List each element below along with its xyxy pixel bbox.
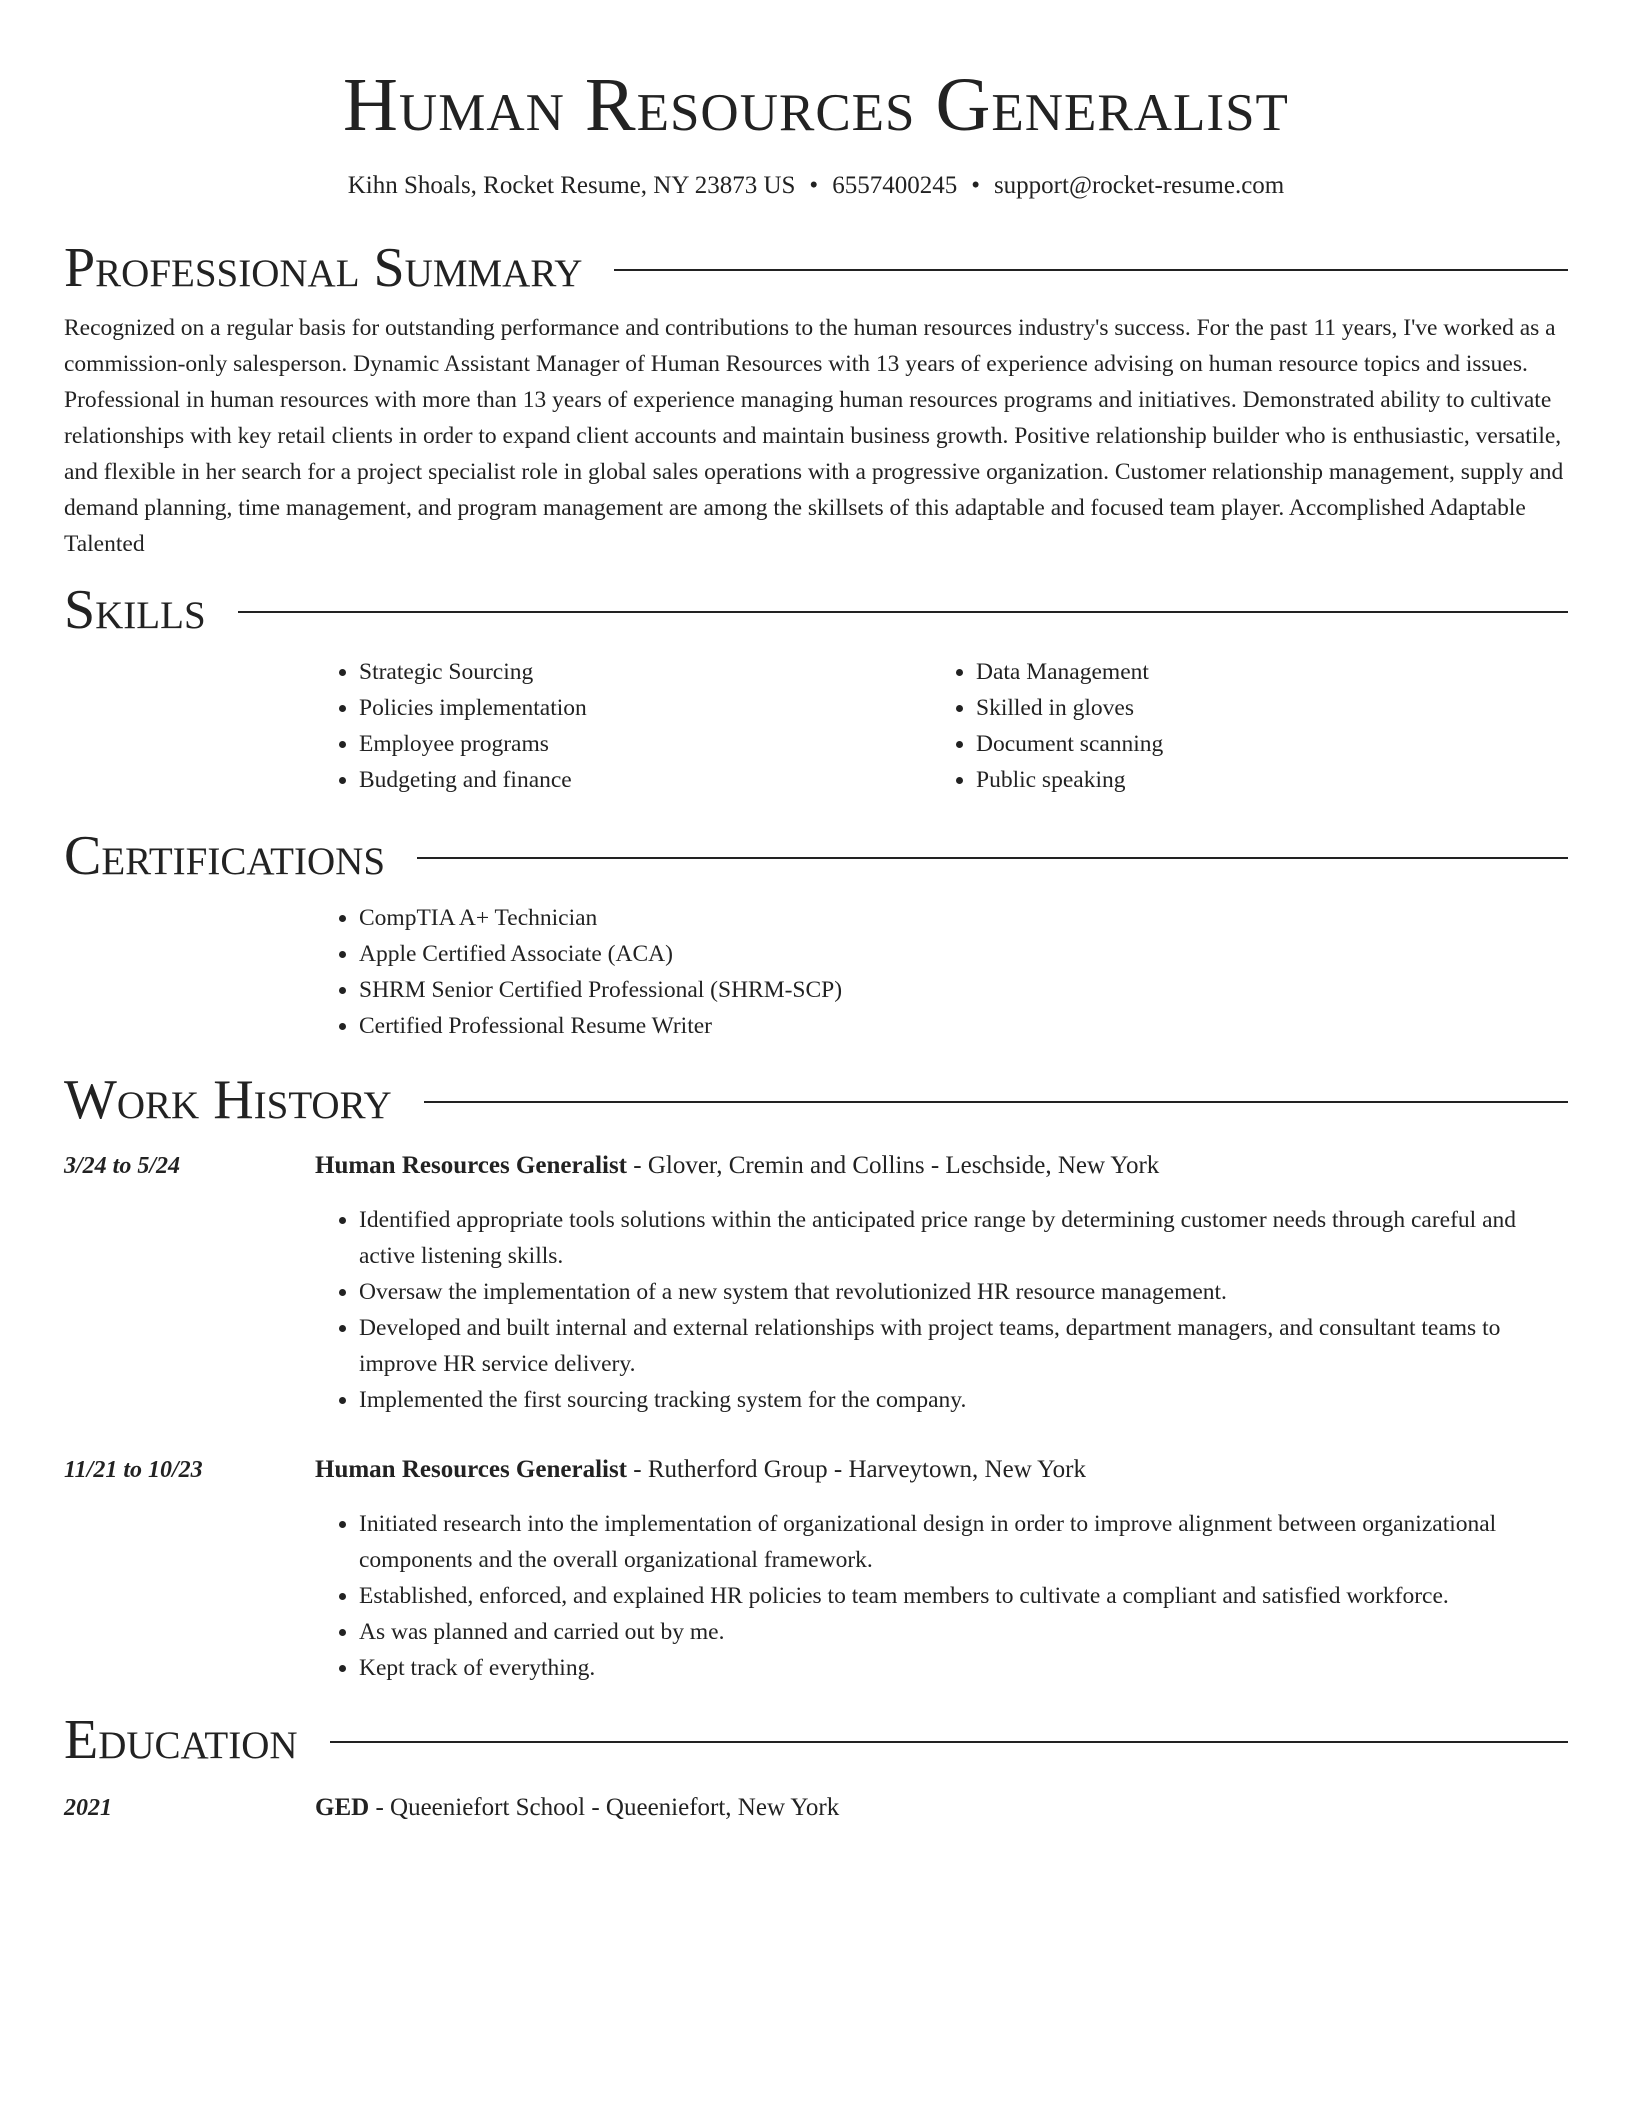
- education-school: - Queeniefort School - Queeniefort, New York: [369, 1794, 840, 1821]
- education-year: 2021: [64, 1795, 112, 1821]
- work-section-title: Work History: [64, 1069, 392, 1131]
- skill-item: • Document scanning: [976, 726, 1549, 762]
- job-entry: [64, 1452, 1568, 1686]
- skill-item: • Strategic Sourcing: [359, 654, 932, 690]
- job-dates: 3/24 to 5/24: [64, 1153, 181, 1179]
- section-divider: [614, 269, 1568, 271]
- job-bullets: [315, 1506, 1568, 1686]
- contact-address: Kihn Shoals, Rocket Resume, NY 23873 US: [347, 172, 796, 199]
- contact-separator: •: [809, 172, 819, 199]
- contact-line: [64, 170, 1568, 202]
- resume-page: [64, 0, 1568, 1826]
- job-bullet: • Identified appropriate tools solutions within the anticipated price range by determining customer needs through careful and active listening skills.: [359, 1202, 1568, 1274]
- contact-email: support@rocket-resume.com: [993, 172, 1285, 199]
- skills-section-header: [64, 578, 1568, 642]
- summary-text: Recognized on a regular basis for outstanding performance and contributions to the human resources industry's success. For the past 11 years, I've worked as a commission-only salesperson. Dynamic Assistant Manager of Human Resources with 13 years of experience advising on human resource topics and issues. Professional in human resources with more than 13 years of experience managing human resources programs and initiatives. Demonstrated ability to cultivate relationships with key retail clients in order to expand client accounts and maintain business growth. Positive relationship builder who is enthusiastic, versatile, and flexible in her search for a project specialist role in global sales operations with a progressive organization. Customer relationship management, supply and demand planning, time management, and program management are among the skillsets of this adaptable and focused team player. Accomplished Adaptable Talented: [64, 315, 1564, 557]
- job-role: Human Resources Generalist: [315, 1456, 628, 1483]
- section-divider: [330, 1741, 1568, 1743]
- education-title-line: [315, 1790, 1568, 1826]
- job-company: - Rutherford Group - Harveytown, New York: [627, 1456, 1086, 1483]
- education-degree: GED: [315, 1794, 370, 1821]
- education-content: [315, 1790, 1568, 1826]
- job-role: Human Resources Generalist: [315, 1152, 628, 1179]
- certification-item: • Apple Certified Associate (ACA): [359, 936, 1568, 972]
- summary-section-header: [64, 236, 1568, 300]
- skill-item: • Public speaking: [976, 762, 1549, 798]
- section-divider: [238, 611, 1568, 613]
- job-bullet: • As was planned and carried out by me.: [359, 1614, 1568, 1650]
- job-dates: 11/21 to 10/23: [64, 1457, 203, 1483]
- job-content: [315, 1452, 1568, 1686]
- section-divider: [417, 857, 1568, 859]
- certification-item: • CompTIA A+ Technician: [359, 900, 1568, 936]
- job-bullet: • Implemented the first sourcing tracking system for the company.: [359, 1382, 1568, 1418]
- job-title-line: [315, 1452, 1568, 1488]
- education-entry: [64, 1790, 1568, 1826]
- work-section-header: [64, 1068, 1568, 1132]
- certifications-section-title: Certifications: [64, 825, 386, 887]
- skills-column-left: [315, 654, 932, 798]
- contact-phone: 6557400245: [832, 172, 958, 199]
- certification-item: • SHRM Senior Certified Professional (SHRM-SCP): [359, 972, 1568, 1008]
- summary-section-title: Professional Summary: [64, 237, 583, 299]
- skill-item: • Data Management: [976, 654, 1549, 690]
- skills-list-right: [932, 654, 1549, 798]
- resume-name: Human Resources Generalist: [343, 63, 1289, 147]
- skill-item: • Policies implementation: [359, 690, 932, 726]
- certifications-block: [315, 900, 1568, 1044]
- skills-grid: [315, 654, 1568, 798]
- skill-item: • Budgeting and finance: [359, 762, 932, 798]
- education-section-title: Education: [64, 1709, 298, 1771]
- job-bullet: • Developed and built internal and external relationships with project teams, department managers, and consultant teams to improve HR service delivery.: [359, 1310, 1568, 1382]
- job-bullet: • Kept track of everything.: [359, 1650, 1568, 1686]
- job-bullet: • Oversaw the implementation of a new system that revolutionized HR resource management.: [359, 1274, 1568, 1310]
- certifications-list: [315, 900, 1568, 1044]
- job-bullet: • Established, enforced, and explained HR policies to team members to cultivate a compliant and satisfied workforce.: [359, 1578, 1568, 1614]
- skills-list-left: [315, 654, 932, 798]
- job-bullet: • Initiated research into the implementation of organizational design in order to improve alignment between organizational components and the overall organizational framework.: [359, 1506, 1568, 1578]
- certification-item: • Certified Professional Resume Writer: [359, 1008, 1568, 1044]
- job-bullets: [315, 1202, 1568, 1418]
- skills-section-title: Skills: [64, 579, 206, 641]
- skill-item: • Employee programs: [359, 726, 932, 762]
- job-content: [315, 1148, 1568, 1418]
- skill-item: • Skilled in gloves: [976, 690, 1549, 726]
- education-section-header: [64, 1708, 1568, 1772]
- contact-separator: •: [971, 172, 980, 199]
- job-entry: [64, 1148, 1568, 1418]
- job-company: - Glover, Cremin and Collins - Leschside, New York: [627, 1152, 1160, 1179]
- certifications-section-header: [64, 824, 1568, 888]
- job-title-line: [315, 1148, 1568, 1184]
- skills-column-right: [932, 654, 1549, 798]
- section-divider: [424, 1101, 1568, 1103]
